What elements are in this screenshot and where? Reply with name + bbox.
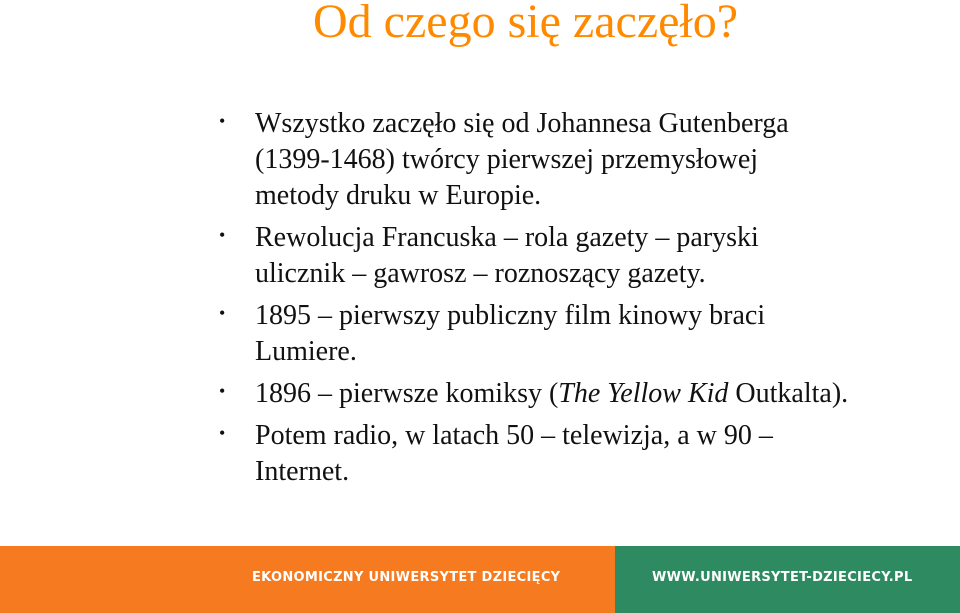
comics-suffix: Outkalta). [728,378,849,409]
footer-organization: EKONOMICZNY UNIWERSYTET DZIECIĘCY [252,570,561,585]
bullet-line: Potem radio, w latach 50 – telewizja, a w 90 – [255,420,773,451]
bullet-dot-icon: • [219,423,226,443]
bullet-line: Lumiere. [255,336,357,367]
slide-title: Od czego się zaczęło? [313,0,739,48]
footer-left-panel [0,546,615,613]
bullet-line: 1895 – pierwszy publiczny film kinowy braci [255,300,766,331]
bullet-dot-icon: • [219,303,226,323]
bullet-dot-icon: • [219,111,226,131]
comics-prefix: 1896 – pierwsze komiksy ( [255,378,559,409]
footer-right-panel [615,546,960,613]
bullet-item-film [0,298,960,370]
comics-title: The Yellow Kid [558,378,729,409]
bullet-dot-icon: • [219,381,226,401]
bullet-item-media [0,418,960,490]
bullet-dot-icon: • [219,225,226,245]
bullet-line: ulicznik – gawrosz – roznoszący gazety. [255,258,706,289]
bullet-item-gutenberg [0,106,960,214]
bullet-line [255,376,920,412]
footer-bar [0,546,960,613]
bullet-line: Wszystko zaczęło się od Johannesa Gutenberga [255,108,789,139]
bullet-list [0,106,960,496]
bullet-line: Rewolucja Francuska – rola gazety – paryski [255,222,759,253]
bullet-line: Internet. [255,456,350,487]
bullet-line: metody druku w Europie. [255,180,542,211]
bullet-item-comics [0,376,960,412]
bullet-item-revolution [0,220,960,292]
footer-website: WWW.UNIWERSYTET-DZIECIECY.PL [652,570,913,585]
bullet-line: (1399-1468) twórcy pierwszej przemysłowej [255,144,759,175]
